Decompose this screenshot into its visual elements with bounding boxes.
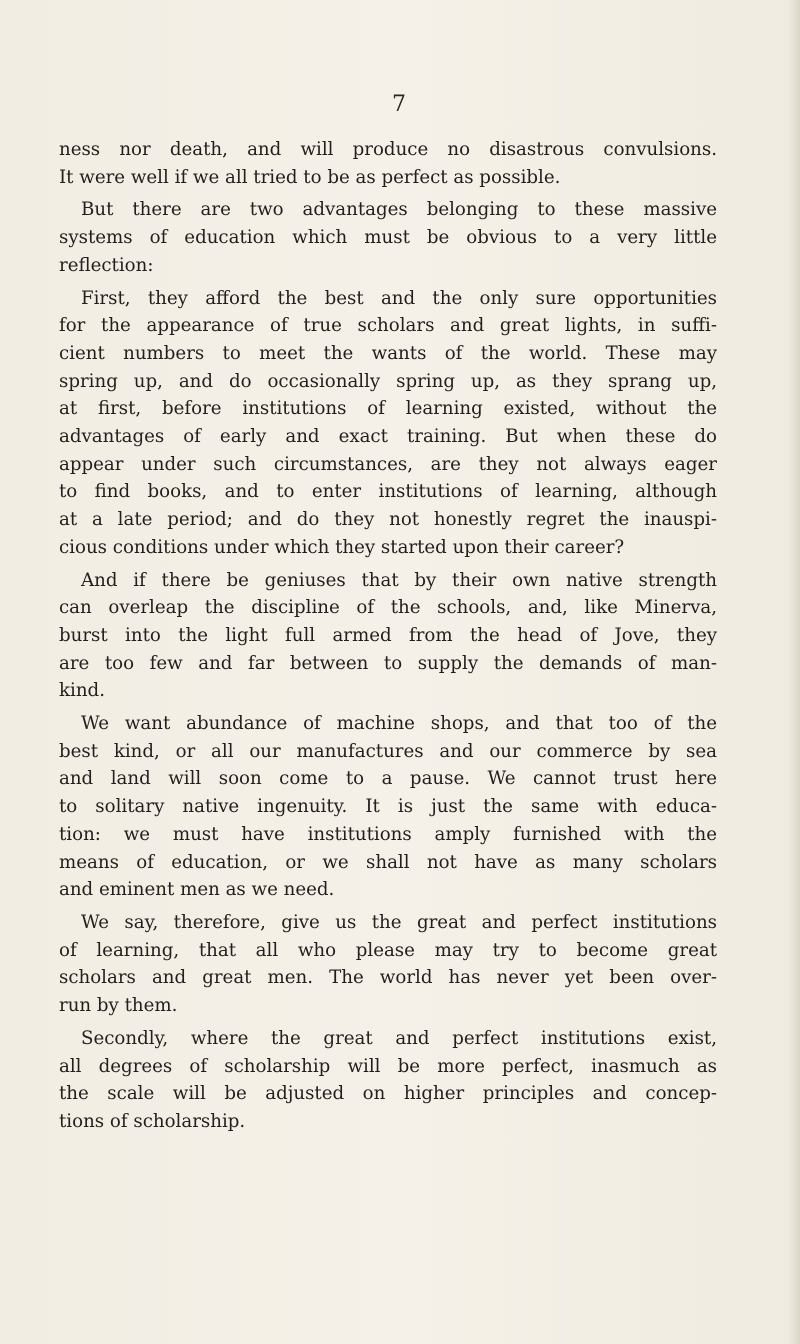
text-line: the scale will be adjusted on higher principles and concep- (59, 1083, 717, 1105)
paragraph (59, 567, 717, 706)
text-line: for the appearance of true scholars and great lights, in suffi- (59, 315, 717, 337)
text-line: We say, therefore, give us the great and perfect institutions (81, 911, 717, 933)
text-line: advantages of early and exact training. But when these do (59, 426, 717, 448)
text-line: spring up, and do occasionally spring up, as they sprang up, (59, 370, 717, 392)
text-line: First, they afford the best and the only sure opportunities (81, 287, 717, 309)
text-line: kind. (59, 680, 105, 702)
text-line: It were well if we all tried to be as perfect as possible. (59, 166, 561, 188)
text-line: tions of scholarship. (59, 1110, 246, 1132)
paragraph (59, 196, 717, 279)
body-text (59, 136, 717, 1136)
text-line: systems of education which must be obvious to a very little (59, 227, 717, 249)
text-line: cient numbers to meet the wants of the world. These may (59, 342, 717, 364)
text-line: of learning, that all who please may try to become great (59, 939, 717, 961)
text-line: run by them. (59, 995, 178, 1017)
text-line: means of education, or we shall not have as many scholars (59, 851, 717, 873)
text-line: can overleap the discipline of the schools, and, like Minerva, (59, 597, 717, 619)
text-line: Secondly, where the great and perfect institutions exist, (81, 1027, 717, 1049)
paragraph (59, 909, 717, 1020)
paragraph (59, 1025, 717, 1136)
text-line: and land will soon come to a pause. We cannot trust here (59, 768, 717, 790)
text-line: and eminent men as we need. (59, 879, 335, 901)
paragraph (59, 710, 717, 904)
text-line: burst into the light full armed from the head of Jove, they (59, 624, 717, 646)
text-line: ness nor death, and will produce no disastrous convulsions. (59, 139, 717, 160)
text-line: scholars and great men. The world has never yet been over- (59, 967, 717, 989)
text-line: cious conditions under which they started upon their career? (59, 536, 625, 558)
text-line: And if there be geniuses that by their own native strength (81, 569, 717, 591)
text-line: are too few and far between to supply the demands of man- (59, 652, 717, 674)
text-line: best kind, or all our manufactures and our commerce by sea (59, 740, 717, 762)
text-line: to find books, and to enter institutions of learning, although (59, 481, 717, 503)
text-line: to solitary native ingenuity. It is just the same with educa- (59, 796, 717, 818)
text-line: at first, before institutions of learning existed, without the (59, 398, 717, 420)
text-line: appear under such circumstances, are they not always eager (59, 453, 717, 475)
text-line: But there are two advantages belonging to these massive (81, 199, 717, 221)
text-line: tion: we must have institutions amply furnished with the (59, 823, 717, 845)
page-edge-shadow (788, 0, 800, 1344)
page-number: 7 (392, 92, 406, 117)
paragraph (59, 136, 717, 191)
paragraph (59, 285, 717, 562)
text-line: at a late period; and do they not honestly regret the inauspi- (59, 509, 717, 531)
text-line: all degrees of scholarship will be more perfect, inasmuch as (59, 1055, 717, 1077)
text-line: reflection: (59, 254, 154, 276)
text-line: We want abundance of machine shops, and that too of the (81, 713, 717, 735)
